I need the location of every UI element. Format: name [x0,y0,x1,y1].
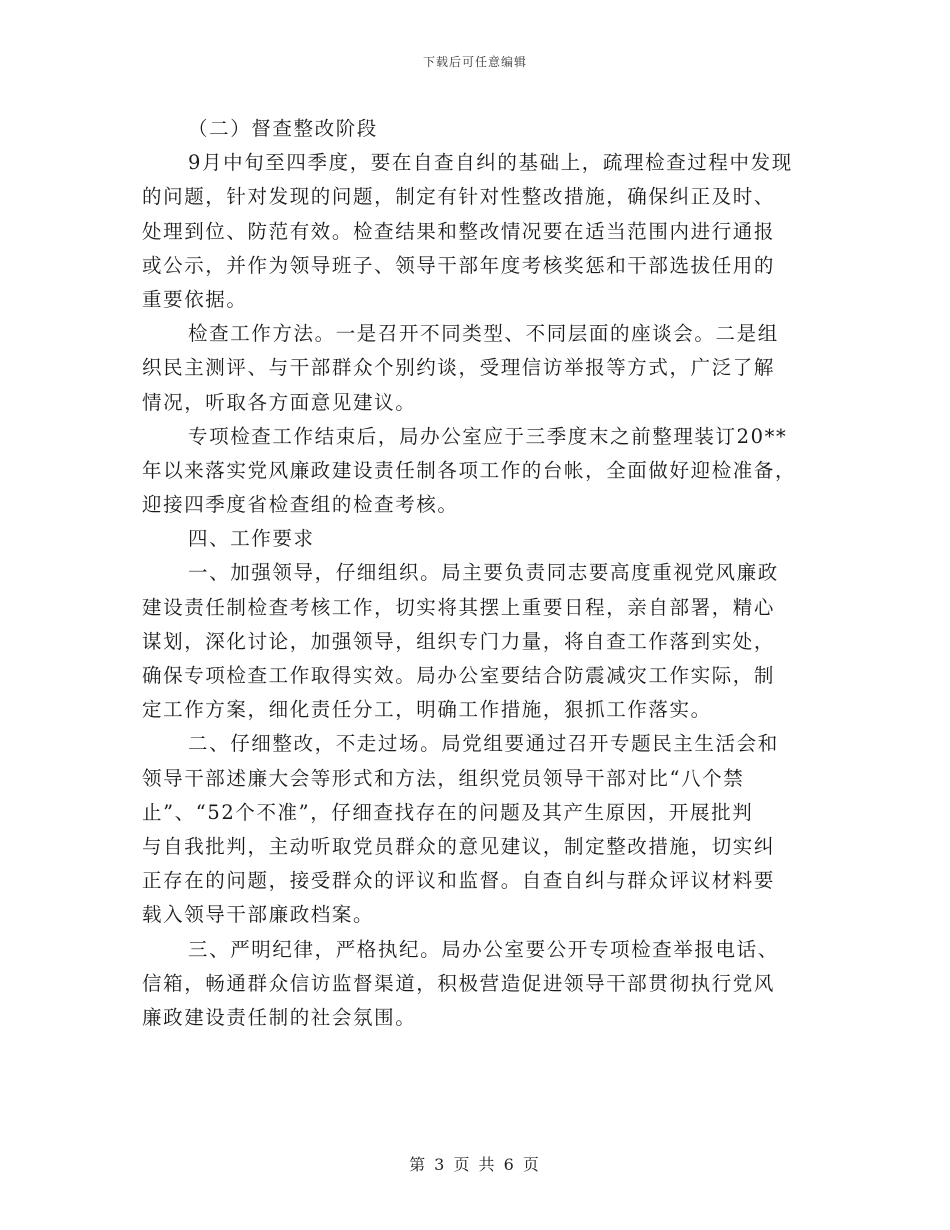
page-header: 下载后可任意编辑 [422,55,527,69]
text-line: 9月中旬至四季度，要在自查自纠的基础上，疏理检查过程中发现 [188,151,793,175]
text-line: 建设责任制检查考核工作，切实将其摆上重要日程，亲自部署，精心 [142,595,776,619]
text-line: 载入领导干部廉政档案。 [142,903,375,927]
text-line: 年以来落实党风廉政建设责任制各项工作的台帐，全面做好迎检准备， [142,458,797,482]
text-line: 三、严明纪律，严格执纪。局办公室要公开专项检查举报电话、 [188,937,779,961]
text-line: 织民主测评、与干部群众个别约谈，受理信访举报等方式，广泛了解 [142,356,776,380]
text-line: 廉政建设责任制的社会氛围。 [142,1005,417,1029]
text-line: 谋划，深化讨论，加强领导，组织专门力量，将自查工作落到实处， [142,629,776,653]
text-line: 专项检查工作结束后，局办公室应于三季度末之前整理装订20** [188,424,788,448]
text-line: 检查工作方法。一是召开不同类型、不同层面的座谈会。二是组 [188,322,779,346]
text-line: 重要依据。 [142,287,248,311]
text-line: 止”、“52个不准”，仔细查找存在的问题及其产生原因，开展批判 [142,800,754,824]
text-line: 信箱，畅通群众信访监督渠道，积极营造促进领导干部贯彻执行党风 [142,971,776,995]
text-line: 的问题，针对发现的问题，制定有针对性整改措施，确保纠正及时、 [142,185,776,209]
text-line: 与自我批判，主动听取党员群众的意见建议，制定整改措施，切实纠 [142,834,776,858]
text-line: 四、工作要求 [188,527,315,551]
text-line: 情况，听取各方面意见建议。 [142,390,417,414]
text-line: 定工作方案，细化责任分工，明确工作措施，狠抓工作落实。 [142,698,712,722]
text-line: 确保专项检查工作取得实效。局办公室要结合防震减灾工作实际，制 [142,664,776,687]
text-line: 正存在的问题，接受群众的评议和监督。自查自纠与群众评议材料要 [142,869,776,893]
text-line: 一、加强领导，仔细组织。局主要负责同志要高度重视党风廉政 [188,561,779,585]
text-line: 处理到位、防范有效。检查结果和整改情况要在适当范围内进行通报 [142,219,776,243]
text-line: 或公示，并作为领导班子、领导干部年度考核奖惩和干部选拔任用的 [142,253,776,277]
text-line: 迎接四季度省检查组的检查考核。 [142,493,459,517]
text-line: 领导干部述廉大会等形式和方法，组织党员领导干部对比“八个禁 [142,766,745,790]
page-number: 第 3 页 共 6 页 [409,1155,541,1174]
text-line: （二）督查整改阶段 [188,117,378,140]
text-line: 二、仔细整改，不走过场。局党组要通过召开专题民主生活会和 [188,732,779,756]
document-body [142,112,810,1035]
